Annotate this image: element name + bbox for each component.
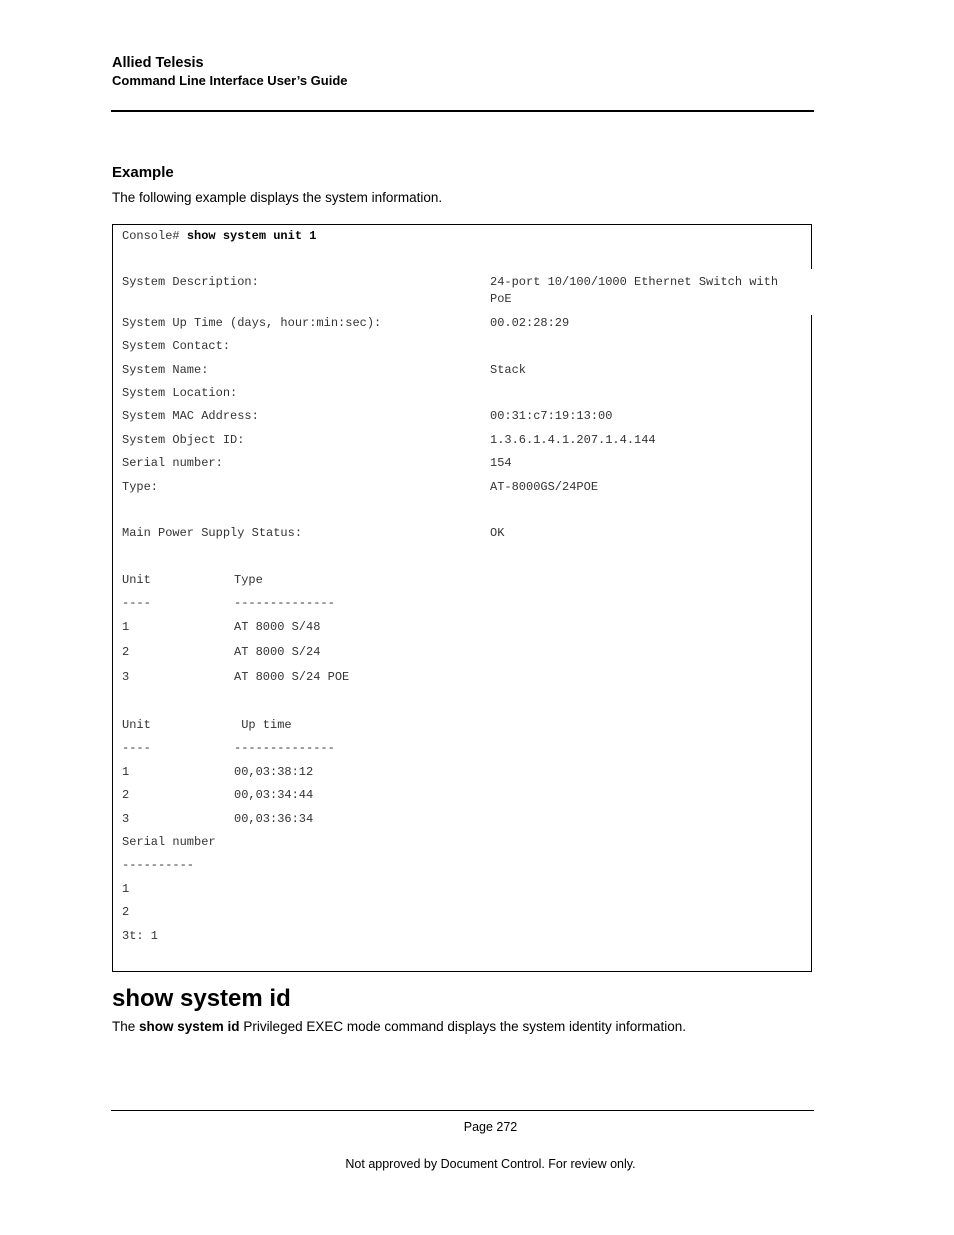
field-value: 24-port 10/100/1000 Ethernet Switch with bbox=[490, 275, 779, 289]
serial-table-row: 2 bbox=[122, 905, 130, 919]
field-value-continued: PoE bbox=[490, 292, 512, 306]
command-desc-prefix: The bbox=[112, 1019, 140, 1034]
field-label: Main Power Supply Status: bbox=[122, 526, 303, 540]
uptime-table-separator: -------------- bbox=[234, 741, 335, 755]
type-table-type-header: Type bbox=[234, 573, 263, 587]
header-company: Allied Telesis bbox=[112, 55, 204, 71]
uptime-table-unit: 3 bbox=[122, 812, 130, 826]
field-value: 00:31:c7:19:13:00 bbox=[490, 409, 613, 423]
type-table-separator: ---- bbox=[122, 596, 151, 610]
header-guide-title: Command Line Interface User’s Guide bbox=[112, 73, 348, 88]
uptime-table-unit: 1 bbox=[122, 765, 130, 779]
field-label: Serial number: bbox=[122, 456, 223, 470]
field-value: 154 bbox=[490, 456, 512, 470]
uptime-table-uptime: 00,03:38:12 bbox=[234, 765, 314, 779]
uptime-table-uptime-header: Up time bbox=[234, 718, 292, 732]
footer-review-note: Not approved by Document Control. For review only. bbox=[345, 1157, 636, 1171]
type-table-separator: -------------- bbox=[234, 596, 335, 610]
type-table-type: AT 8000 S/48 bbox=[234, 620, 321, 634]
type-table-unit: 1 bbox=[122, 620, 130, 634]
serial-table-header: Serial number bbox=[122, 835, 216, 849]
field-label: System Location: bbox=[122, 386, 238, 400]
console-prompt: Console# bbox=[122, 229, 187, 243]
serial-table-separator: ---------- bbox=[122, 858, 195, 872]
uptime-table-unit: 2 bbox=[122, 788, 130, 802]
command-description bbox=[112, 1019, 686, 1034]
example-intro: The following example displays the system information. bbox=[112, 190, 443, 205]
field-label: Type: bbox=[122, 480, 159, 494]
command-desc-suffix: Privileged EXEC mode command displays the system identity information. bbox=[239, 1019, 687, 1034]
console-output-box bbox=[112, 224, 812, 972]
type-table-type: AT 8000 S/24 bbox=[234, 645, 321, 659]
header-divider bbox=[111, 110, 814, 112]
field-label: System MAC Address: bbox=[122, 409, 259, 423]
field-label: System Name: bbox=[122, 363, 209, 377]
field-value: Stack bbox=[490, 363, 527, 377]
uptime-table-unit-header: Unit bbox=[122, 718, 151, 732]
serial-table-row: 1 bbox=[122, 882, 130, 896]
uptime-table-separator: ---- bbox=[122, 741, 151, 755]
command-desc-bold: show system id bbox=[139, 1019, 240, 1034]
example-heading: Example bbox=[112, 164, 174, 181]
field-label: System Description: bbox=[122, 275, 259, 289]
serial-table-row: 3t: 1 bbox=[122, 929, 159, 943]
footer-page-number: Page 272 bbox=[463, 1120, 518, 1134]
field-value: AT-8000GS/24POE bbox=[490, 480, 599, 494]
console-command-line bbox=[122, 229, 316, 243]
footer-divider bbox=[111, 1110, 814, 1111]
type-table-unit: 2 bbox=[122, 645, 130, 659]
field-value: 00.02:28:29 bbox=[490, 316, 570, 330]
border-gap bbox=[810, 269, 813, 315]
field-label: System Up Time (days, hour:min:sec): bbox=[122, 316, 382, 330]
type-table-type: AT 8000 S/24 POE bbox=[234, 670, 350, 684]
uptime-table-uptime: 00,03:34:44 bbox=[234, 788, 314, 802]
field-label: System Contact: bbox=[122, 339, 231, 353]
type-table-unit-header: Unit bbox=[122, 573, 151, 587]
field-value: 1.3.6.1.4.1.207.1.4.144 bbox=[490, 433, 656, 447]
field-value: OK bbox=[490, 526, 505, 540]
uptime-table-uptime: 00,03:36:34 bbox=[234, 812, 314, 826]
command-title: show system id bbox=[112, 985, 291, 1012]
field-label: System Object ID: bbox=[122, 433, 245, 447]
console-command: show system unit 1 bbox=[186, 229, 317, 243]
type-table-unit: 3 bbox=[122, 670, 130, 684]
